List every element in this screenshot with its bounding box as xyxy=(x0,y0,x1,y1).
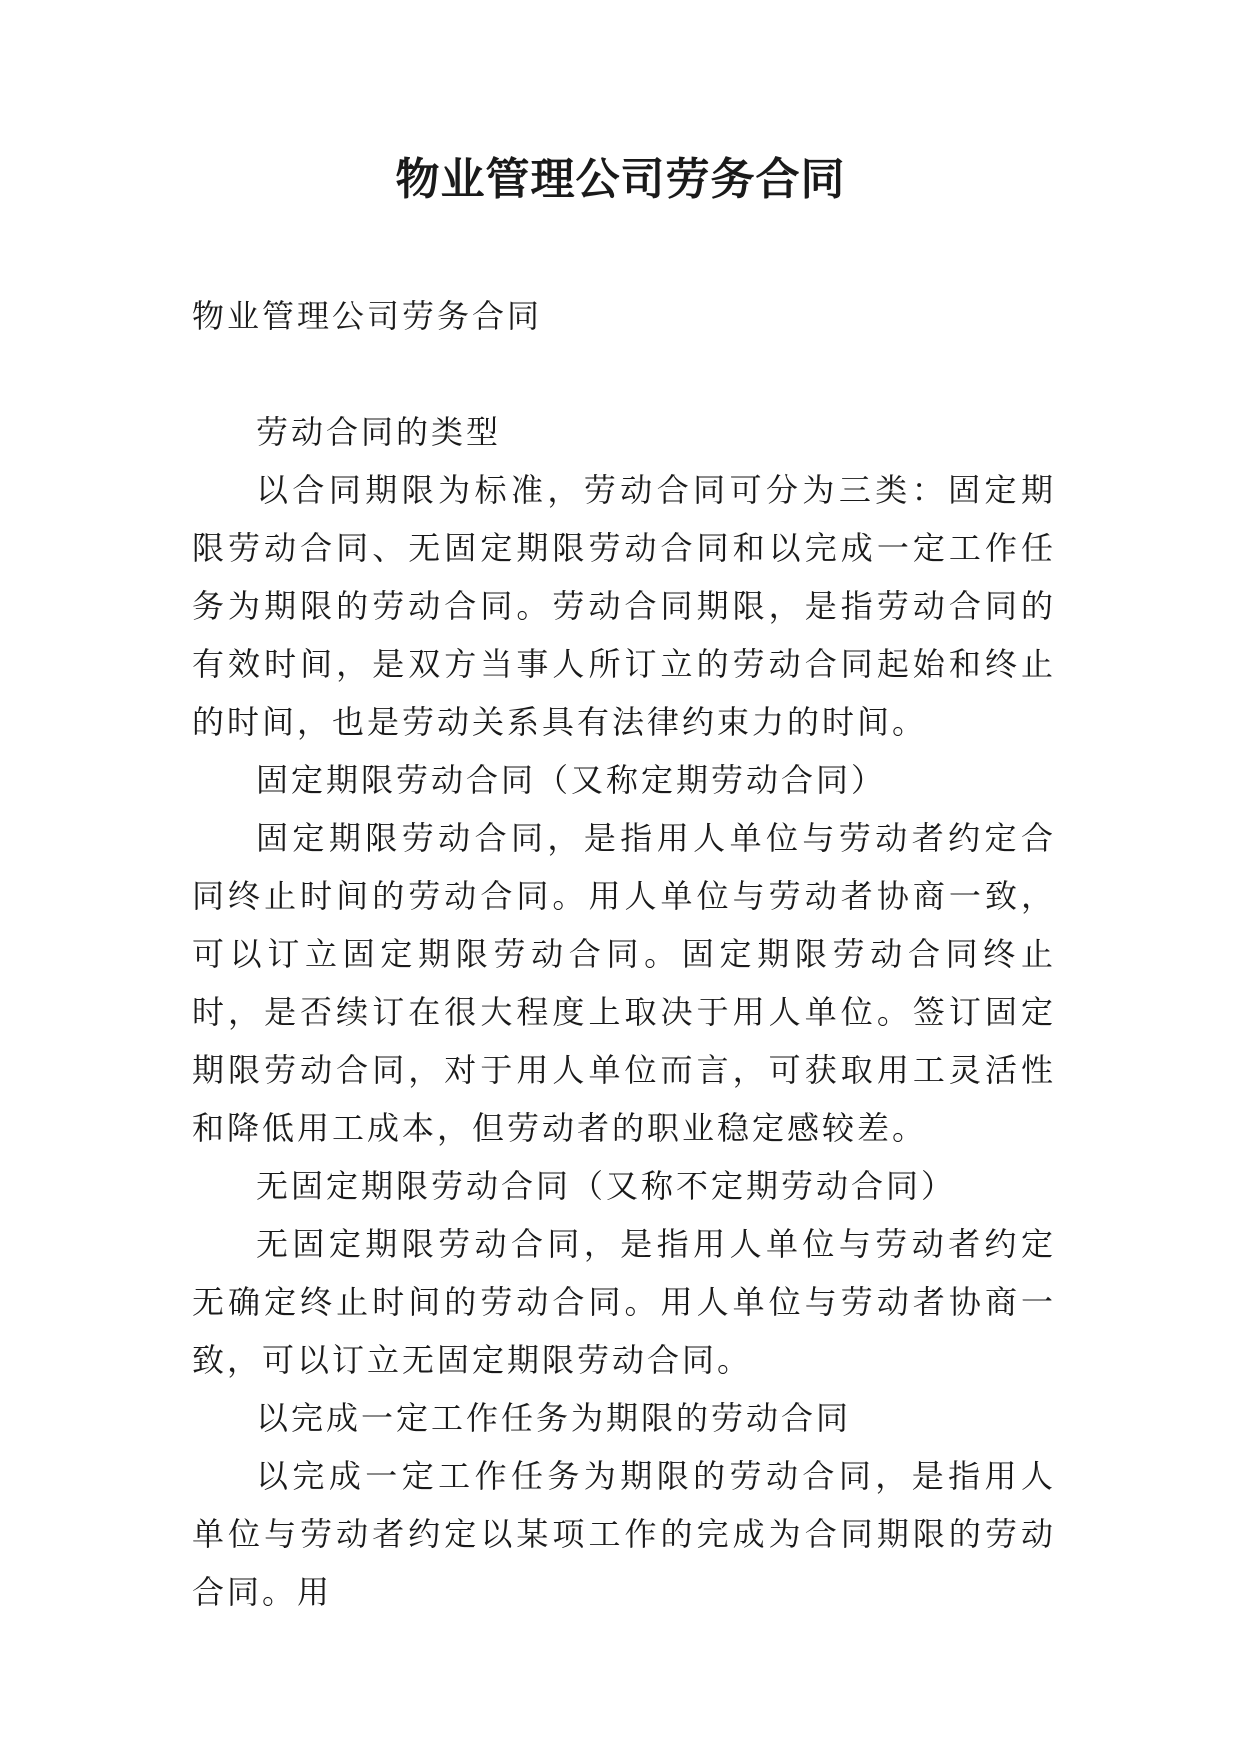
paragraph-task-based: 以完成一定工作任务为期限的劳动合同，是指用人单位与劳动者约定以某项工作的完成为合同期限的劳动合同。用 xyxy=(192,1457,1056,1611)
paragraph-open-ended: 无固定期限劳动合同，是指用人单位与劳动者约定无确定终止时间的劳动合同。用人单位与劳动者协商一致，可以订立无固定期限劳动合同。 xyxy=(192,1225,1056,1379)
document-body xyxy=(192,287,1056,1621)
document-title: 物业管理公司劳务合同 xyxy=(395,154,846,205)
section-heading-task-based: 以完成一定工作任务为期限的劳动合同 xyxy=(256,1399,852,1437)
document-subtitle: 物业管理公司劳务合同 xyxy=(192,297,543,335)
section-heading-contract-types: 劳动合同的类型 xyxy=(256,413,502,451)
paragraph-fixed-term: 固定期限劳动合同，是指用人单位与劳动者约定合同终止时间的劳动合同。用人单位与劳动者协商一致，可以订立固定期限劳动合同。固定期限劳动合同终止时，是否续订在很大程度上取决于用人单位。签订固定期限劳动合同，对于用人单位而言，可获取用工灵活性和降低用工成本，但劳动者的职业稳定感较差。 xyxy=(192,819,1056,1147)
section-heading-fixed-term: 固定期限劳动合同（又称定期劳动合同） xyxy=(256,761,887,799)
section-heading-open-ended: 无固定期限劳动合同（又称不定期劳动合同） xyxy=(256,1167,957,1205)
paragraph-contract-types: 以合同期限为标准，劳动合同可分为三类：固定期限劳动合同、无固定期限劳动合同和以完成一定工作任务为期限的劳动合同。劳动合同期限，是指劳动合同的有效时间，是双方当事人所订立的劳动合同起始和终止的时间，也是劳动关系具有法律约束力的时间。 xyxy=(192,471,1056,741)
